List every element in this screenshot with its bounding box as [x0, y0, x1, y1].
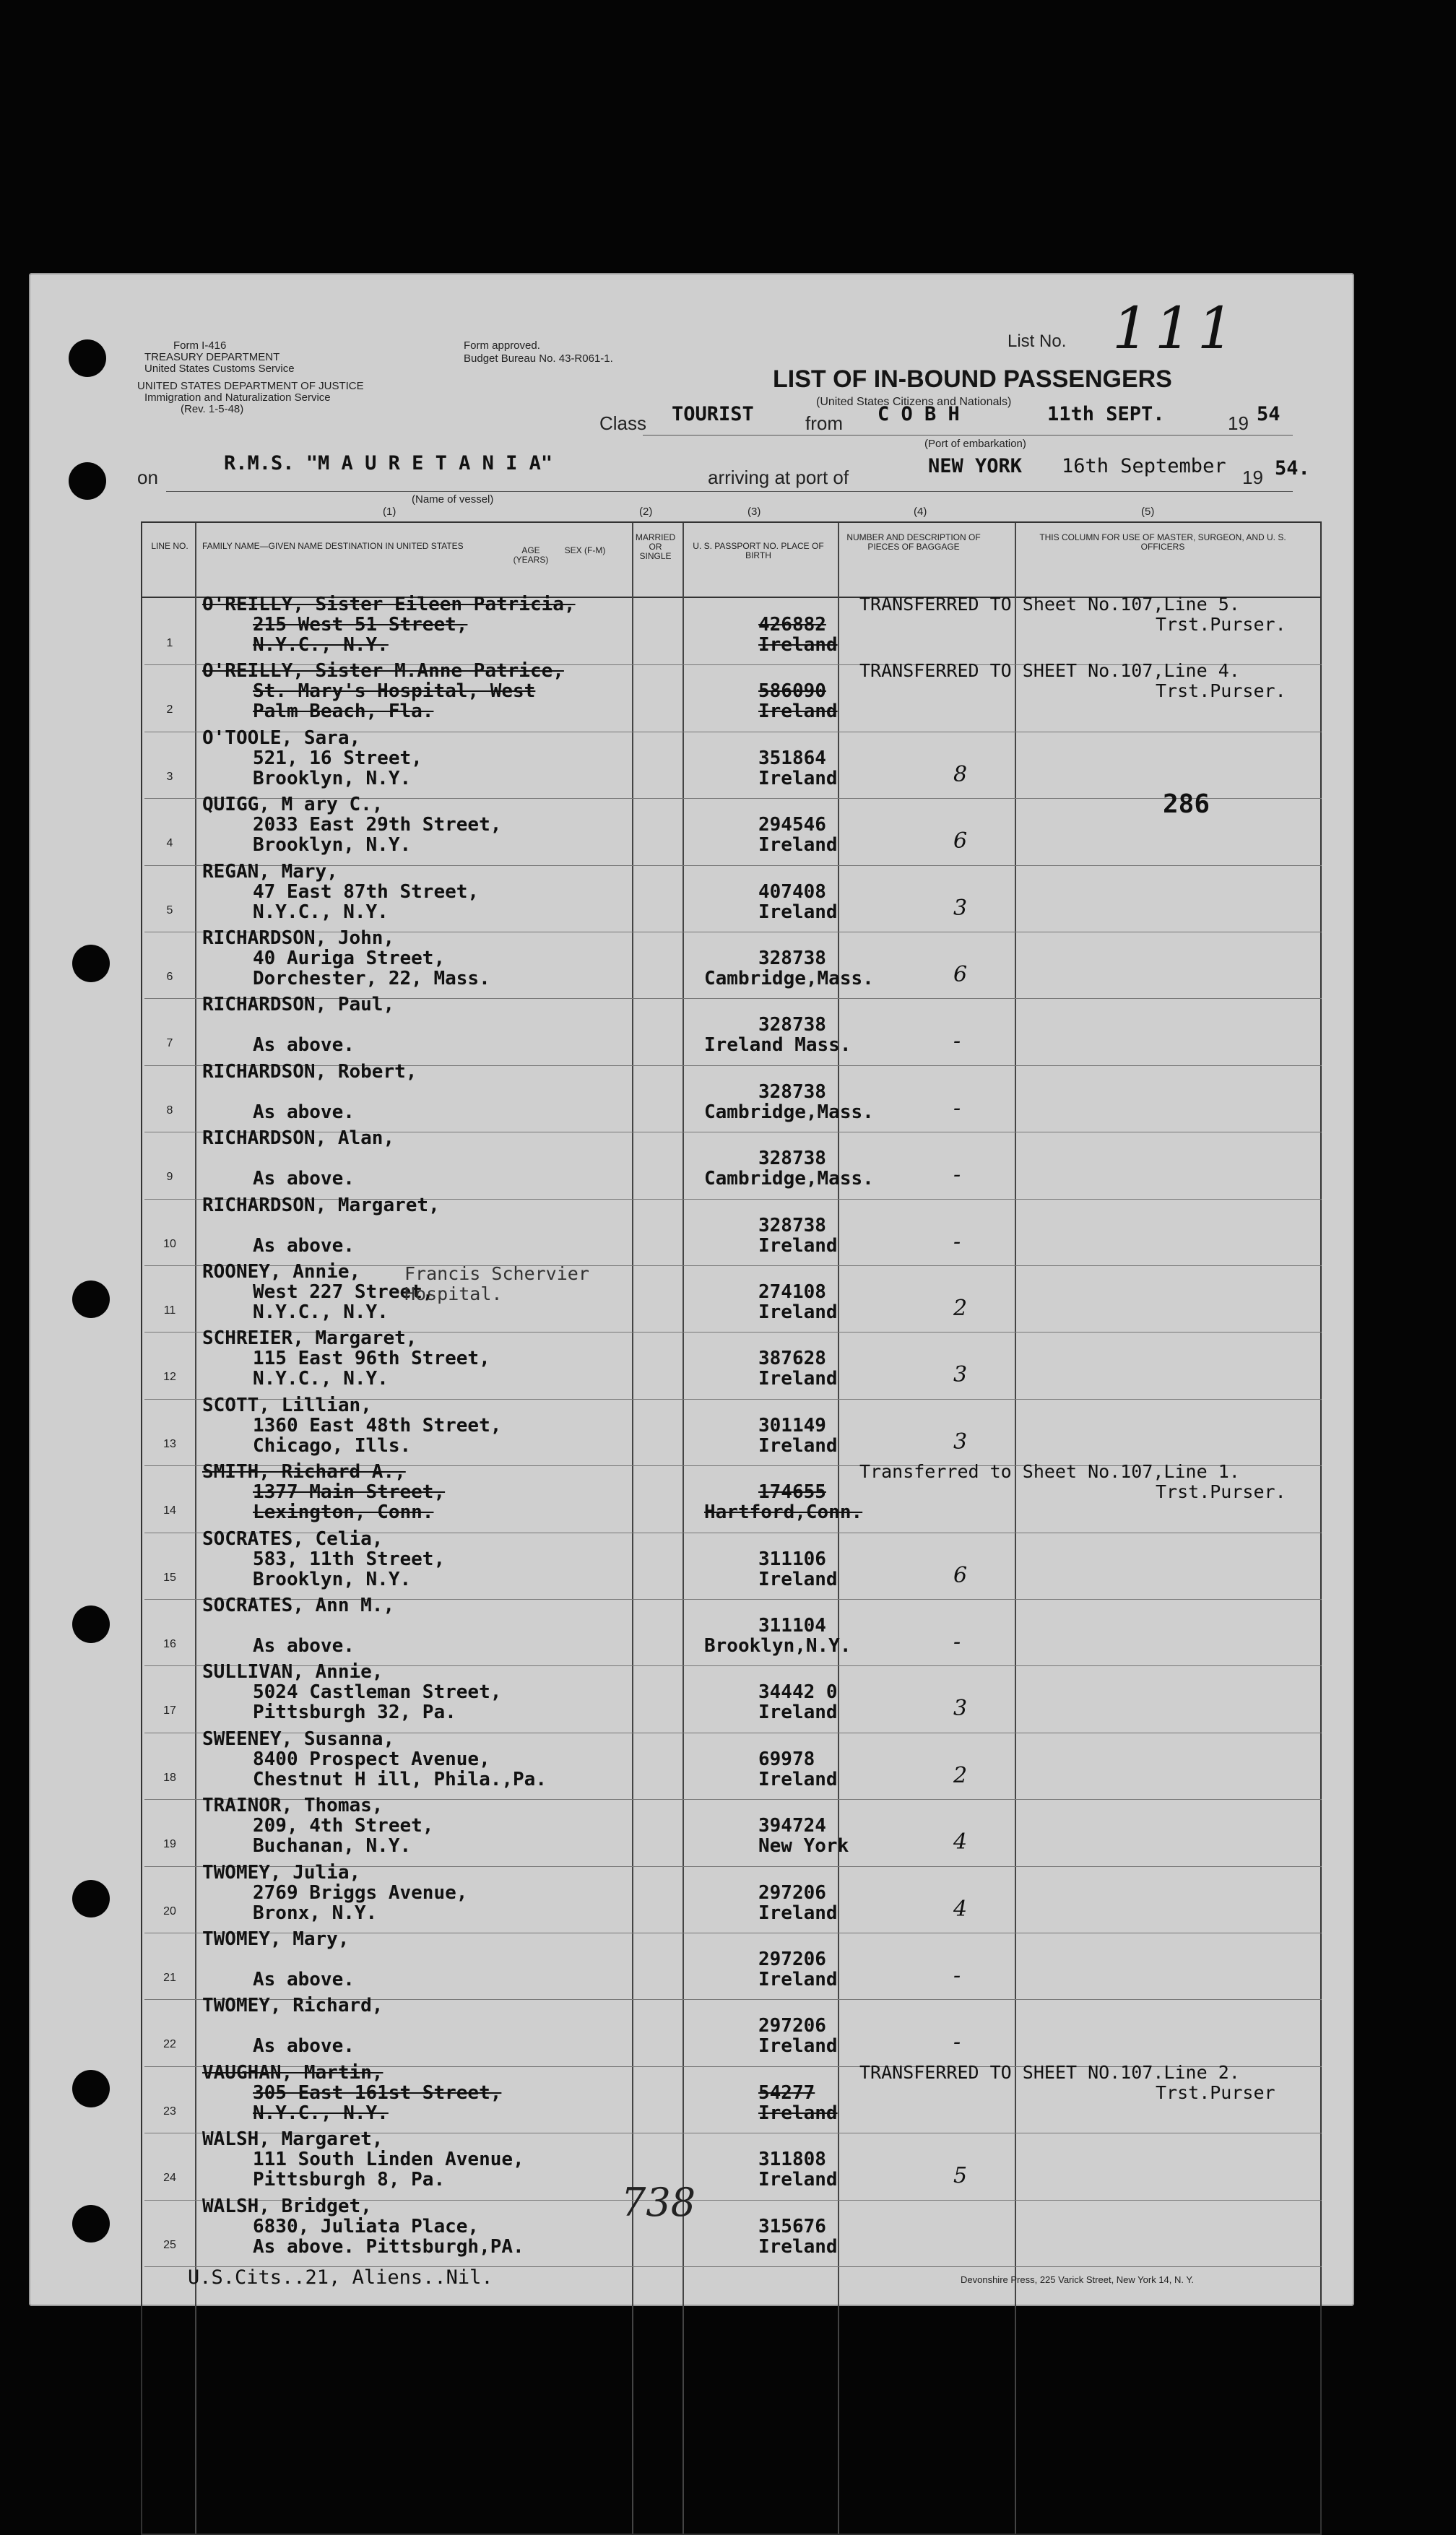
port-embarkation-caption: (Port of embarkation)	[924, 438, 1026, 450]
vessel-name: R.M.S. "M A U R E T A N I A"	[224, 452, 553, 474]
destination-city: Bronx, N.Y.	[253, 1902, 378, 1924]
transfer-note: Transferred to Sheet No.107,Line 1.	[859, 1461, 1240, 1483]
passport-number: 297206	[758, 2015, 826, 2037]
passenger-name: RICHARDSON, Paul,	[202, 994, 395, 1016]
destination-city: Pittsburgh 32, Pa.	[253, 1702, 456, 1724]
destination-city: Chicago, Ills.	[253, 1434, 412, 1457]
passenger-name: RICHARDSON, Robert,	[202, 1060, 417, 1083]
passenger-name: RICHARDSON, Alan,	[202, 1127, 395, 1150]
baggage-count: 5	[953, 2163, 968, 2189]
line-number: 3	[166, 770, 173, 783]
baggage-count: -	[953, 2029, 961, 2055]
place-of-birth: Ireland	[758, 634, 838, 656]
line-number: 25	[163, 2238, 176, 2251]
baggage-count: 3	[953, 1362, 968, 1388]
column-number-5: (5)	[1141, 506, 1155, 518]
place-of-birth: Ireland	[758, 1434, 838, 1457]
line-number: 19	[163, 1838, 176, 1851]
place-of-birth: Ireland	[758, 2169, 838, 2191]
destination-city: As above. Pittsburgh,PA.	[253, 2235, 524, 2258]
place-of-birth: Cambridge,Mass.	[704, 1101, 874, 1123]
departure-date: 11th SEPT.	[1047, 403, 1165, 425]
passenger-name: SOCRATES, Ann M.,	[202, 1595, 395, 1616]
line-number: 22	[163, 2038, 176, 2051]
destination-city: N.Y.C., N.Y.	[253, 634, 389, 656]
passport-number: 586090	[758, 680, 826, 703]
passenger-name: ROONEY, Annie,	[202, 1261, 361, 1283]
margin-handwriting: 738	[621, 2180, 696, 2225]
destination-city: N.Y.C., N.Y.	[253, 901, 389, 923]
destination-city: Brooklyn, N.Y.	[253, 834, 412, 857]
passenger-name: TWOMEY, Julia,	[202, 1861, 361, 1884]
side-number: 286	[1163, 789, 1210, 819]
hospital-annotation: Francis Schervier Hospital.	[404, 1263, 589, 1304]
list-number: 111	[1112, 295, 1240, 362]
line-number: 20	[163, 1904, 176, 1918]
column-number-4: (4)	[914, 506, 927, 518]
passenger-name: WALSH, Bridget,	[202, 2195, 372, 2217]
destination-city: Brooklyn, N.Y.	[253, 767, 412, 789]
passenger-name: VAUGHAN, Martin,	[202, 2061, 384, 2084]
passport-number: 69978	[758, 1748, 815, 1770]
footer-citizen-count: U.S.Cits..21, Aliens..Nil.	[188, 2266, 493, 2289]
passport-number: 394724	[758, 1815, 826, 1837]
line-number: 7	[166, 1037, 173, 1050]
passenger-name: WALSH, Margaret,	[202, 2128, 384, 2151]
form-revision: (Rev. 1-5-48)	[181, 403, 244, 415]
binder-hole	[69, 339, 106, 377]
place-of-birth: Ireland	[758, 1568, 838, 1590]
destination-street: 583, 11th Street,	[253, 1548, 446, 1570]
from-label: from	[805, 412, 843, 434]
baggage-count: 6	[953, 962, 968, 987]
line-number: 17	[163, 1704, 176, 1717]
arriving-label: arriving at port of	[708, 467, 849, 488]
destination-city: Lexington, Conn.	[253, 1502, 434, 1524]
line-number: 4	[166, 837, 173, 850]
customs-service: United States Customs Service	[144, 363, 295, 375]
place-of-birth: Ireland	[758, 1969, 838, 1990]
destination-city: As above.	[253, 1234, 355, 1257]
place-of-birth: Ireland Mass.	[704, 1034, 852, 1057]
place-of-birth: Ireland	[758, 1368, 838, 1390]
baggage-count: -	[953, 1028, 961, 1054]
passport-number: 274108	[758, 1281, 826, 1303]
line-number: 9	[166, 1171, 173, 1184]
column-number-2: (2)	[639, 506, 653, 518]
baggage-count: -	[953, 1228, 961, 1254]
passport-number: 311808	[758, 2149, 826, 2171]
line-number: 18	[163, 1771, 176, 1784]
destination-street: 1360 East 48th Street,	[253, 1414, 502, 1436]
baggage-count: -	[953, 1963, 961, 1988]
destination-city: As above.	[253, 1635, 355, 1657]
passenger-name: SCHREIER, Margaret,	[202, 1327, 417, 1350]
line-number: 16	[163, 1638, 176, 1650]
passenger-name: TWOMEY, Mary,	[202, 1928, 350, 1950]
departure-year: 54	[1257, 403, 1280, 425]
header-line-no: LINE NO.	[151, 541, 188, 551]
baggage-count: -	[953, 1629, 961, 1655]
place-of-birth: Ireland	[758, 1301, 838, 1323]
header-age: AGE (YEARS)	[513, 545, 549, 565]
header-passport: U. S. PASSPORT NO. PLACE OF BIRTH	[693, 541, 824, 560]
destination-street: 2033 East 29th Street,	[253, 814, 502, 836]
line-number: 13	[163, 1437, 176, 1450]
baggage-count: 3	[953, 1696, 968, 1722]
line-number: 21	[163, 1972, 176, 1984]
destination-city: N.Y.C., N.Y.	[253, 2102, 389, 2124]
baggage-count: 2	[953, 1296, 968, 1321]
passport-number: 174655	[758, 1481, 826, 1504]
passenger-name: SWEENEY, Susanna,	[202, 1728, 395, 1750]
passport-number: 328738	[758, 1214, 826, 1236]
header-name: FAMILY NAME—GIVEN NAME DESTINATION IN UNITED STATES	[202, 541, 464, 551]
transfer-note: TRANSFERRED TO SHEET NO.107.Line 2.	[859, 2061, 1240, 2083]
passport-number: 54277	[758, 2081, 815, 2104]
arrival-port: NEW YORK	[928, 455, 1023, 477]
destination-street: 111 South Linden Avenue,	[253, 2149, 524, 2171]
form-number: Form I-416	[173, 339, 227, 352]
passport-number: 294546	[758, 814, 826, 836]
transfer-signoff: Trst.Purser.	[1156, 1481, 1286, 1503]
destination-street: 6830, Juliata Place,	[253, 2215, 480, 2237]
place-of-birth: Ireland	[758, 1234, 838, 1257]
transfer-signoff: Trst.Purser.	[1156, 680, 1286, 702]
passenger-name: REGAN, Mary,	[202, 860, 338, 883]
place-of-birth: Cambridge,Mass.	[704, 968, 874, 989]
passenger-name: O'REILLY, Sister Eileen Patricia,	[202, 594, 576, 615]
destination-street: 47 East 87th Street,	[253, 880, 480, 903]
destination-city: Palm Beach, Fla.	[253, 701, 434, 723]
passport-number: 34442 0	[758, 1681, 838, 1704]
destination-street: 40 Auriga Street,	[253, 948, 446, 969]
binder-hole	[72, 1606, 110, 1643]
passport-number: 387628	[758, 1348, 826, 1370]
line-number: 5	[166, 904, 173, 916]
place-of-birth: Ireland	[758, 767, 838, 789]
destination-city: N.Y.C., N.Y.	[253, 1368, 389, 1390]
destination-street: 215 West 51 Street,	[253, 614, 468, 636]
document-title: LIST OF IN-BOUND PASSENGERS	[773, 365, 1172, 393]
binder-hole	[72, 2205, 110, 2242]
passport-number: 311104	[758, 1615, 826, 1637]
place-of-birth: Ireland	[758, 834, 838, 857]
passenger-name: SCOTT, Lillian,	[202, 1394, 372, 1416]
passport-number: 301149	[758, 1414, 826, 1436]
printer-imprint: Devonshire Press, 225 Varick Street, New York 14, N. Y.	[961, 2274, 1194, 2285]
line-number: 15	[163, 1571, 176, 1584]
transfer-note: TRANSFERRED TO SHEET No.107,Line 4.	[859, 660, 1240, 682]
destination-street: 209, 4th Street,	[253, 1815, 434, 1837]
arrival-date: 16th September	[1062, 455, 1226, 477]
destination-street: 115 East 96th Street,	[253, 1348, 490, 1370]
year-prefix: 19	[1228, 412, 1249, 434]
line-number: 24	[163, 2172, 176, 2185]
form-approved: Form approved.	[464, 339, 540, 352]
class-label: Class	[599, 412, 647, 434]
budget-bureau: Budget Bureau No. 43-R061-1.	[464, 352, 613, 365]
destination-street: 305 East 161st Street,	[253, 2081, 502, 2104]
place-of-birth: Hartford,Conn.	[704, 1502, 863, 1524]
binder-hole	[72, 945, 110, 982]
destination-street: 5024 Castleman Street,	[253, 1681, 502, 1704]
passport-number: 297206	[758, 1881, 826, 1904]
arrival-year: 54.	[1275, 457, 1310, 480]
baggage-count: 2	[953, 1762, 968, 1788]
place-of-birth: Ireland	[758, 1702, 838, 1724]
transfer-note: TRANSFERRED TO Sheet No.107,Line 5.	[859, 594, 1240, 615]
list-number-label: List No.	[1008, 332, 1067, 351]
destination-street: St. Mary's Hospital, West	[253, 680, 536, 703]
baggage-count: 4	[953, 1896, 968, 1922]
place-of-birth: Ireland	[758, 2102, 838, 2124]
destination-city: As above.	[253, 1168, 355, 1190]
destination-city: Buchanan, N.Y.	[253, 1835, 412, 1858]
manifest-sheet	[29, 273, 1354, 2306]
vessel-caption: (Name of vessel)	[412, 493, 494, 506]
destination-city: Brooklyn, N.Y.	[253, 1568, 412, 1590]
justice-dept: UNITED STATES DEPARTMENT OF JUSTICE	[137, 380, 364, 392]
passport-number: 328738	[758, 1014, 826, 1036]
passport-number: 328738	[758, 948, 826, 969]
passenger-name: RICHARDSON, Margaret,	[202, 1194, 440, 1216]
passenger-name: SMITH, Richard A.,	[202, 1461, 406, 1483]
destination-street: West 227 Street,	[253, 1281, 434, 1303]
place-of-birth: Cambridge,Mass.	[704, 1168, 874, 1190]
line-number: 11	[163, 1304, 176, 1317]
passenger-name: RICHARDSON, John,	[202, 927, 395, 949]
passport-number: 426882	[758, 614, 826, 636]
baggage-count: 3	[953, 895, 968, 921]
destination-city: As above.	[253, 2035, 355, 2058]
baggage-count: 4	[953, 1829, 968, 1855]
passport-number: 407408	[758, 880, 826, 903]
transfer-signoff: Trst.Purser	[1156, 2081, 1275, 2103]
destination-street: 8400 Prospect Avenue,	[253, 1748, 490, 1770]
document-subtitle: (United States Citizens and Nationals)	[816, 396, 1012, 408]
column-number-1: (1)	[383, 506, 396, 518]
line-number: 12	[163, 1371, 176, 1384]
header-married: MARRIED OR SINGLE	[635, 532, 676, 561]
destination-city: Chestnut H ill, Phila.,Pa.	[253, 1768, 547, 1790]
binder-hole	[69, 462, 106, 500]
destination-city: Dorchester, 22, Mass.	[253, 968, 490, 989]
passenger-name: TWOMEY, Richard,	[202, 1995, 384, 2017]
baggage-count: 8	[953, 761, 968, 787]
baggage-count: -	[953, 1095, 961, 1121]
place-of-birth: Brooklyn,N.Y.	[704, 1635, 852, 1657]
place-of-birth: Ireland	[758, 2035, 838, 2058]
passport-number: 351864	[758, 747, 826, 769]
column-number-3: (3)	[748, 506, 761, 518]
line-number: 10	[163, 1237, 176, 1250]
place-of-birth: Ireland	[758, 2235, 838, 2258]
place-of-birth: New York	[758, 1835, 849, 1858]
passenger-name: QUIGG, M ary C.,	[202, 794, 384, 816]
treasury-dept: TREASURY DEPARTMENT	[144, 351, 280, 363]
place-of-birth: Ireland	[758, 901, 838, 923]
place-of-birth: Ireland	[758, 701, 838, 723]
place-of-birth: Ireland	[758, 1902, 838, 1924]
line-number: 14	[163, 1504, 176, 1517]
passenger-name: O'REILLY, Sister M.Anne Patrice,	[202, 660, 564, 682]
destination-street: 2769 Briggs Avenue,	[253, 1881, 468, 1904]
header-baggage: NUMBER AND DESCRIPTION OF PIECES OF BAGGAGE	[846, 532, 981, 552]
binder-hole	[72, 2070, 110, 2107]
header-sex: SEX (F-M)	[564, 545, 606, 555]
destination-street: 1377 Main Street,	[253, 1481, 446, 1504]
embarkation-port: C O B H	[878, 403, 960, 425]
baggage-count: 6	[953, 828, 968, 854]
line-number: 23	[163, 2105, 176, 2118]
ins-service: Immigration and Naturalization Service	[144, 391, 331, 404]
passenger-name: SULLIVAN, Annie,	[202, 1661, 384, 1684]
passport-number: 328738	[758, 1080, 826, 1103]
baggage-count: 3	[953, 1429, 968, 1455]
year-prefix-2: 19	[1242, 467, 1263, 488]
destination-street: 521, 16 Street,	[253, 747, 422, 769]
line-number: 1	[166, 637, 173, 649]
destination-city: As above.	[253, 1969, 355, 1990]
passport-number: 311106	[758, 1548, 826, 1570]
passenger-name: TRAINOR, Thomas,	[202, 1795, 384, 1817]
passport-number: 328738	[758, 1148, 826, 1170]
destination-city: N.Y.C., N.Y.	[253, 1301, 389, 1323]
passenger-name: O'TOOLE, Sara,	[202, 727, 361, 749]
binder-hole	[72, 1880, 110, 1918]
line-number: 8	[166, 1104, 173, 1117]
destination-city: As above.	[253, 1034, 355, 1057]
on-label: on	[137, 467, 158, 488]
passenger-name: SOCRATES, Celia,	[202, 1528, 384, 1550]
passport-number: 315676	[758, 2215, 826, 2237]
binder-hole	[72, 1280, 110, 1318]
line-number: 6	[166, 971, 173, 983]
destination-city: Pittsburgh 8, Pa.	[253, 2169, 446, 2191]
line-number: 2	[166, 703, 173, 716]
class-value: TOURIST	[672, 403, 754, 425]
header-officers: THIS COLUMN FOR USE OF MASTER, SURGEON, AND U. S. OFFICERS	[1039, 532, 1286, 552]
destination-city: As above.	[253, 1101, 355, 1123]
passport-number: 297206	[758, 1949, 826, 1970]
transfer-signoff: Trst.Purser.	[1156, 614, 1286, 635]
baggage-count: -	[953, 1162, 961, 1188]
baggage-count: 6	[953, 1562, 968, 1588]
place-of-birth: Ireland	[758, 1768, 838, 1790]
